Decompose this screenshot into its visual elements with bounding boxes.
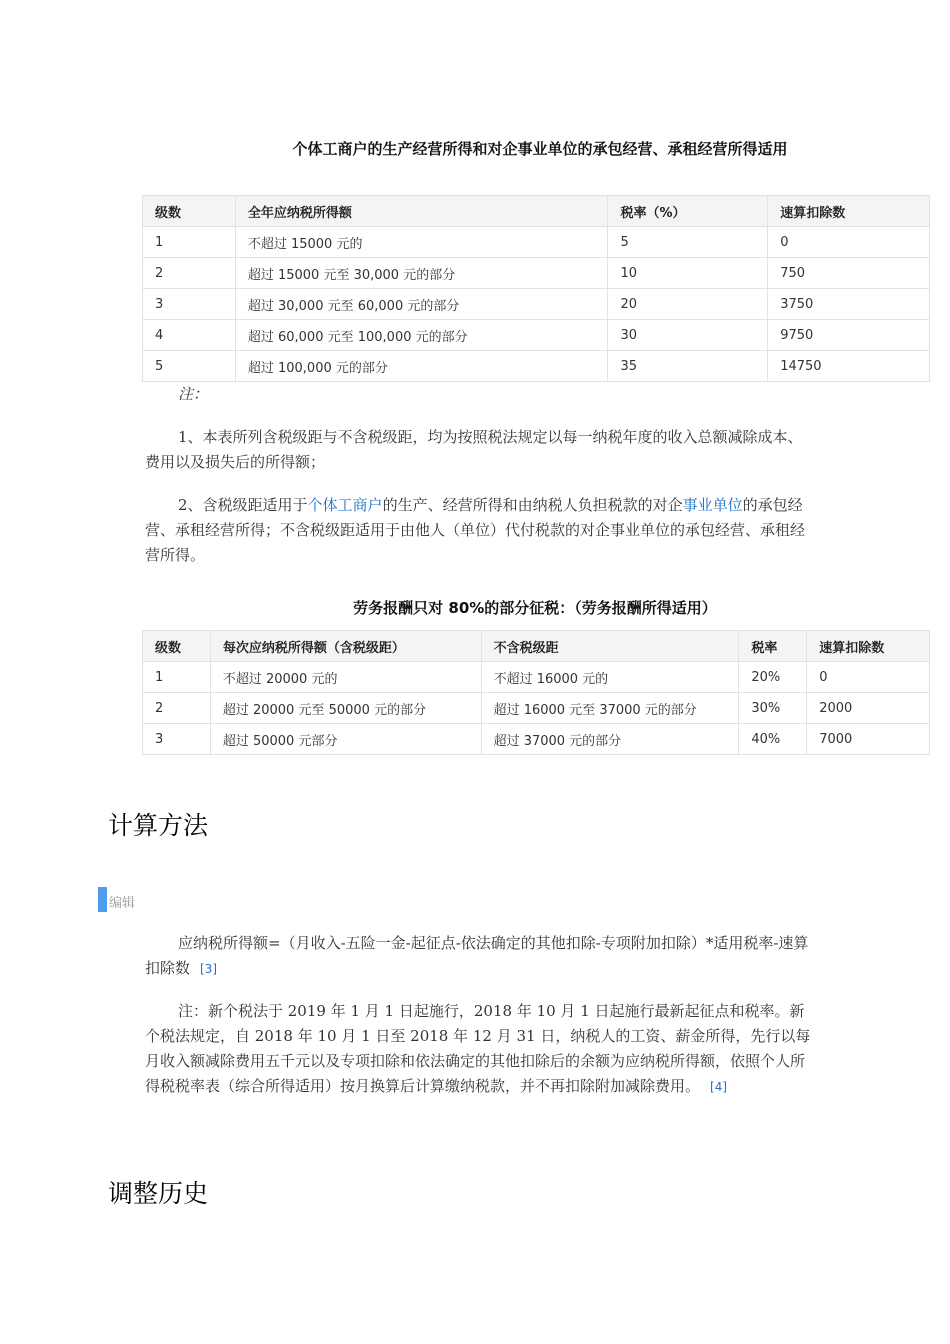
note-2 [145,493,815,568]
formula-text: 应纳税所得额=（月收入-五险一金-起征点-依法确定的其他扣除-专项附加扣除）*适用税率-速算扣除数 [145,934,809,977]
table1-caption: 个体工商户的生产经营所得和对企事业单位的承包经营、承租经营所得适用 [292,140,788,158]
tax-table-labor [142,630,930,755]
table-cell: 3 [143,724,211,755]
header-cell: 速算扣除数 [768,196,930,227]
citation-ref-3[interactable]: [3] [200,962,218,976]
notes-label-line [145,382,815,407]
table-header-row [143,196,930,227]
section-title-history: 调整历史 [108,1179,209,1208]
table-cell: 超过 30,000 元至 60,000 元的部分 [235,289,608,320]
table-cell: 7000 [807,724,930,755]
table-cell: 20% [739,662,807,693]
note-2-text-c: 的承包经营、承租经营所得；不含税级距适用于由他人（单位）代付税款的对企事业单位的承包经营、承租经营所得。 [145,496,806,564]
edit-button[interactable]: 编辑 [109,896,136,911]
table-row [143,693,930,724]
table-cell: 1 [143,662,211,693]
note-2-text-b: 的生产、经营所得和由纳税人负担税款的对企 [382,496,683,514]
table-cell: 0 [768,227,930,258]
table-row [143,662,930,693]
link-public-institution[interactable]: 事业单位 [682,496,743,514]
table2-caption: 劳务报酬只对 80%的部分征税：（劳务报酬所得适用） [353,599,717,617]
table-cell: 30% [739,693,807,724]
table-row [143,227,930,258]
table-cell: 0 [807,662,930,693]
table-cell: 750 [768,258,930,289]
table-cell: 20 [608,289,768,320]
tax-table-business [142,195,930,382]
citation-ref-4[interactable]: [4] [710,1080,728,1094]
table-row [143,724,930,755]
calc-note-text: 注：新个税法于 2019 年 1 月 1 日起施行，2018 年 10 月 1 日起施行最新起征点和税率。新个税法规定，自 2018 年 10 月 1 日至 2018 年 12 月 31 日，纳税人的工资、薪金所得，先行以每月收入额减除费用五千元以及专项扣除和依法确定的其他扣除后的余额为应纳税所得额，依照个人所得税税率表（综合所得适用）按月换算后计算缴纳税款，并不再扣除附加减除费用。 [145,1002,811,1095]
notes-label: 注： [178,385,209,403]
table-cell: 4 [143,320,236,351]
table-cell: 1 [143,227,236,258]
table-cell: 超过 15000 元至 30,000 元的部分 [235,258,608,289]
formula-paragraph [145,931,815,982]
table-cell: 超过 60,000 元至 100,000 元的部分 [235,320,608,351]
table-cell: 2 [143,693,211,724]
table-cell: 30 [608,320,768,351]
table-cell: 14750 [768,351,930,382]
table-header-row [143,631,930,662]
table-cell: 2000 [807,693,930,724]
header-cell: 全年应纳税所得额 [235,196,608,227]
table-cell: 不超过 15000 元的 [235,227,608,258]
header-cell: 税率（%） [608,196,768,227]
table-row [143,289,930,320]
note-2-text-a: 2、含税级距适用于 [178,496,308,514]
table-row [143,351,930,382]
note-1-text: 1、本表所列含税级距与不含税级距，均为按照税法规定以每一纳税年度的收入总额减除成本、费用以及损失后的所得额； [145,428,803,471]
table-cell: 3 [143,289,236,320]
table-cell: 超过 100,000 元的部分 [235,351,608,382]
header-cell: 级数 [143,196,236,227]
table-cell: 超过 20000 元至 50000 元的部分 [210,693,481,724]
table-cell: 9750 [768,320,930,351]
table-cell: 不超过 16000 元的 [481,662,739,693]
header-cell: 级数 [143,631,211,662]
table-row [143,258,930,289]
edit-marker [98,887,107,912]
table-cell: 5 [143,351,236,382]
header-cell: 税率 [739,631,807,662]
header-cell: 不含税级距 [481,631,739,662]
note-1 [145,425,815,475]
table-row [143,320,930,351]
table-cell: 超过 16000 元至 37000 元的部分 [481,693,739,724]
header-cell: 每次应纳税所得额（含税级距） [210,631,481,662]
table-cell: 2 [143,258,236,289]
table-cell: 3750 [768,289,930,320]
table-cell: 超过 50000 元部分 [210,724,481,755]
header-cell: 速算扣除数 [807,631,930,662]
table-cell: 10 [608,258,768,289]
table-cell: 超过 37000 元的部分 [481,724,739,755]
table-cell: 5 [608,227,768,258]
table-cell: 不超过 20000 元的 [210,662,481,693]
table-cell: 35 [608,351,768,382]
calc-note-paragraph [145,999,815,1100]
table-cell: 40% [739,724,807,755]
section-title-calculation: 计算方法 [108,811,209,840]
link-individual-business[interactable]: 个体工商户 [307,496,383,514]
